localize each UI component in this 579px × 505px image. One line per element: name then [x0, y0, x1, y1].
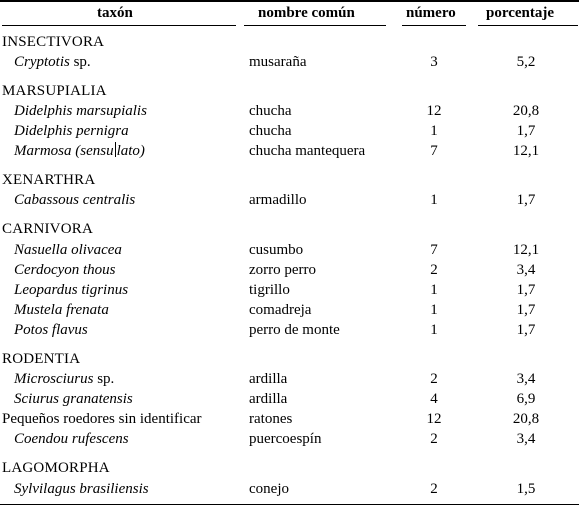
common-name-cell: chucha — [249, 103, 292, 119]
common-name-cell: ratones — [249, 411, 293, 427]
taxon-suffix: sp. — [69, 54, 91, 70]
common-name-cell: armadillo — [249, 192, 307, 208]
number-cell: 2 — [430, 431, 438, 447]
group-label-insectivora: INSECTIVORA — [2, 34, 105, 50]
percent-cell: 1,5 — [516, 481, 536, 497]
number-cell: 1 — [430, 192, 438, 208]
taxon-cell: Leopardus tigrinus — [14, 282, 129, 298]
header-underline-taxon — [2, 25, 236, 26]
group-label-marsupialia: MARSUPIALIA — [2, 83, 107, 99]
taxon-part: lato) — [116, 143, 145, 159]
number-cell: 12 — [426, 103, 442, 119]
common-name-cell: conejo — [249, 481, 289, 497]
percent-cell: 12,1 — [512, 242, 540, 258]
taxon-cell: Mustela frenata — [14, 302, 109, 318]
number-cell: 4 — [430, 391, 438, 407]
percent-cell: 1,7 — [516, 192, 536, 208]
header-percent: porcentaje — [486, 5, 555, 21]
taxon-cell: Didelphis marsupialis — [14, 103, 147, 119]
common-name-cell: cusumbo — [249, 242, 304, 258]
common-name-cell: musaraña — [249, 54, 307, 70]
taxon-cell — [14, 142, 145, 160]
taxon-cell: Pequeños roedores sin identificar — [2, 411, 202, 427]
number-cell: 1 — [430, 302, 438, 318]
number-cell: 1 — [430, 322, 438, 338]
header-underline-common — [244, 25, 386, 26]
percent-cell: 5,2 — [516, 54, 536, 70]
header-number: número — [406, 5, 456, 21]
common-name-cell: tigrillo — [249, 282, 290, 298]
taxon-cell: Cerdocyon thous — [14, 262, 116, 278]
taxon-part: Marmosa (sensu — [14, 143, 114, 159]
percent-cell: 6,9 — [516, 391, 536, 407]
number-cell: 1 — [430, 282, 438, 298]
header-underline-percent — [478, 25, 578, 26]
number-cell: 7 — [430, 242, 438, 258]
percent-cell: 3,4 — [516, 262, 536, 278]
number-cell: 3 — [430, 54, 438, 70]
number-cell: 7 — [430, 143, 438, 159]
common-name-cell: puercoespín — [249, 431, 322, 447]
group-label-xenarthra: XENARTHRA — [2, 172, 96, 188]
number-cell: 2 — [430, 481, 438, 497]
percent-cell: 1,7 — [516, 302, 536, 318]
percent-cell: 1,7 — [516, 282, 536, 298]
common-name-cell: comadreja — [249, 302, 312, 318]
taxon-cell — [14, 370, 114, 388]
common-name-cell: ardilla — [249, 371, 288, 387]
table-top-rule — [0, 0, 579, 2]
text-cursor-mark — [115, 142, 116, 157]
common-name-cell: ardilla — [249, 391, 288, 407]
group-label-carnivora: CARNIVORA — [2, 221, 93, 237]
percent-cell: 1,7 — [516, 322, 536, 338]
header-common-name: nombre común — [258, 5, 355, 21]
number-cell: 12 — [426, 411, 442, 427]
percent-cell: 1,7 — [516, 123, 536, 139]
header-taxon: taxón — [97, 5, 133, 21]
taxon-italic: Cryptotis — [14, 54, 70, 70]
taxon-cell: Didelphis pernigra — [14, 123, 129, 139]
group-label-rodentia: RODENTIA — [2, 351, 81, 367]
common-name-cell: zorro perro — [249, 262, 317, 278]
number-cell: 2 — [430, 262, 438, 278]
common-name-cell: chucha mantequera — [249, 143, 366, 159]
number-cell: 2 — [430, 371, 438, 387]
percent-cell: 3,4 — [516, 371, 536, 387]
header-underline-number — [402, 25, 466, 26]
taxon-suffix: sp. — [93, 371, 115, 387]
common-name-cell: chucha — [249, 123, 292, 139]
taxon-cell: Nasuella olivacea — [14, 242, 122, 258]
taxon-cell: Sciurus granatensis — [14, 391, 133, 407]
number-cell: 1 — [430, 123, 438, 139]
taxon-cell: Cabassous centralis — [14, 192, 136, 208]
common-name-cell: perro de monte — [249, 322, 340, 338]
percent-cell: 12,1 — [512, 143, 540, 159]
taxon-cell: Coendou rufescens — [14, 431, 129, 447]
taxon-cell — [14, 53, 91, 71]
taxon-cell: Sylvilagus brasiliensis — [14, 481, 149, 497]
group-label-lagomorpha: LAGOMORPHA — [2, 460, 110, 476]
percent-cell: 20,8 — [512, 103, 540, 119]
taxon-italic: Microsciurus — [14, 371, 94, 387]
taxon-cell: Potos flavus — [14, 322, 88, 338]
percent-cell: 20,8 — [512, 411, 540, 427]
percent-cell: 3,4 — [516, 431, 536, 447]
